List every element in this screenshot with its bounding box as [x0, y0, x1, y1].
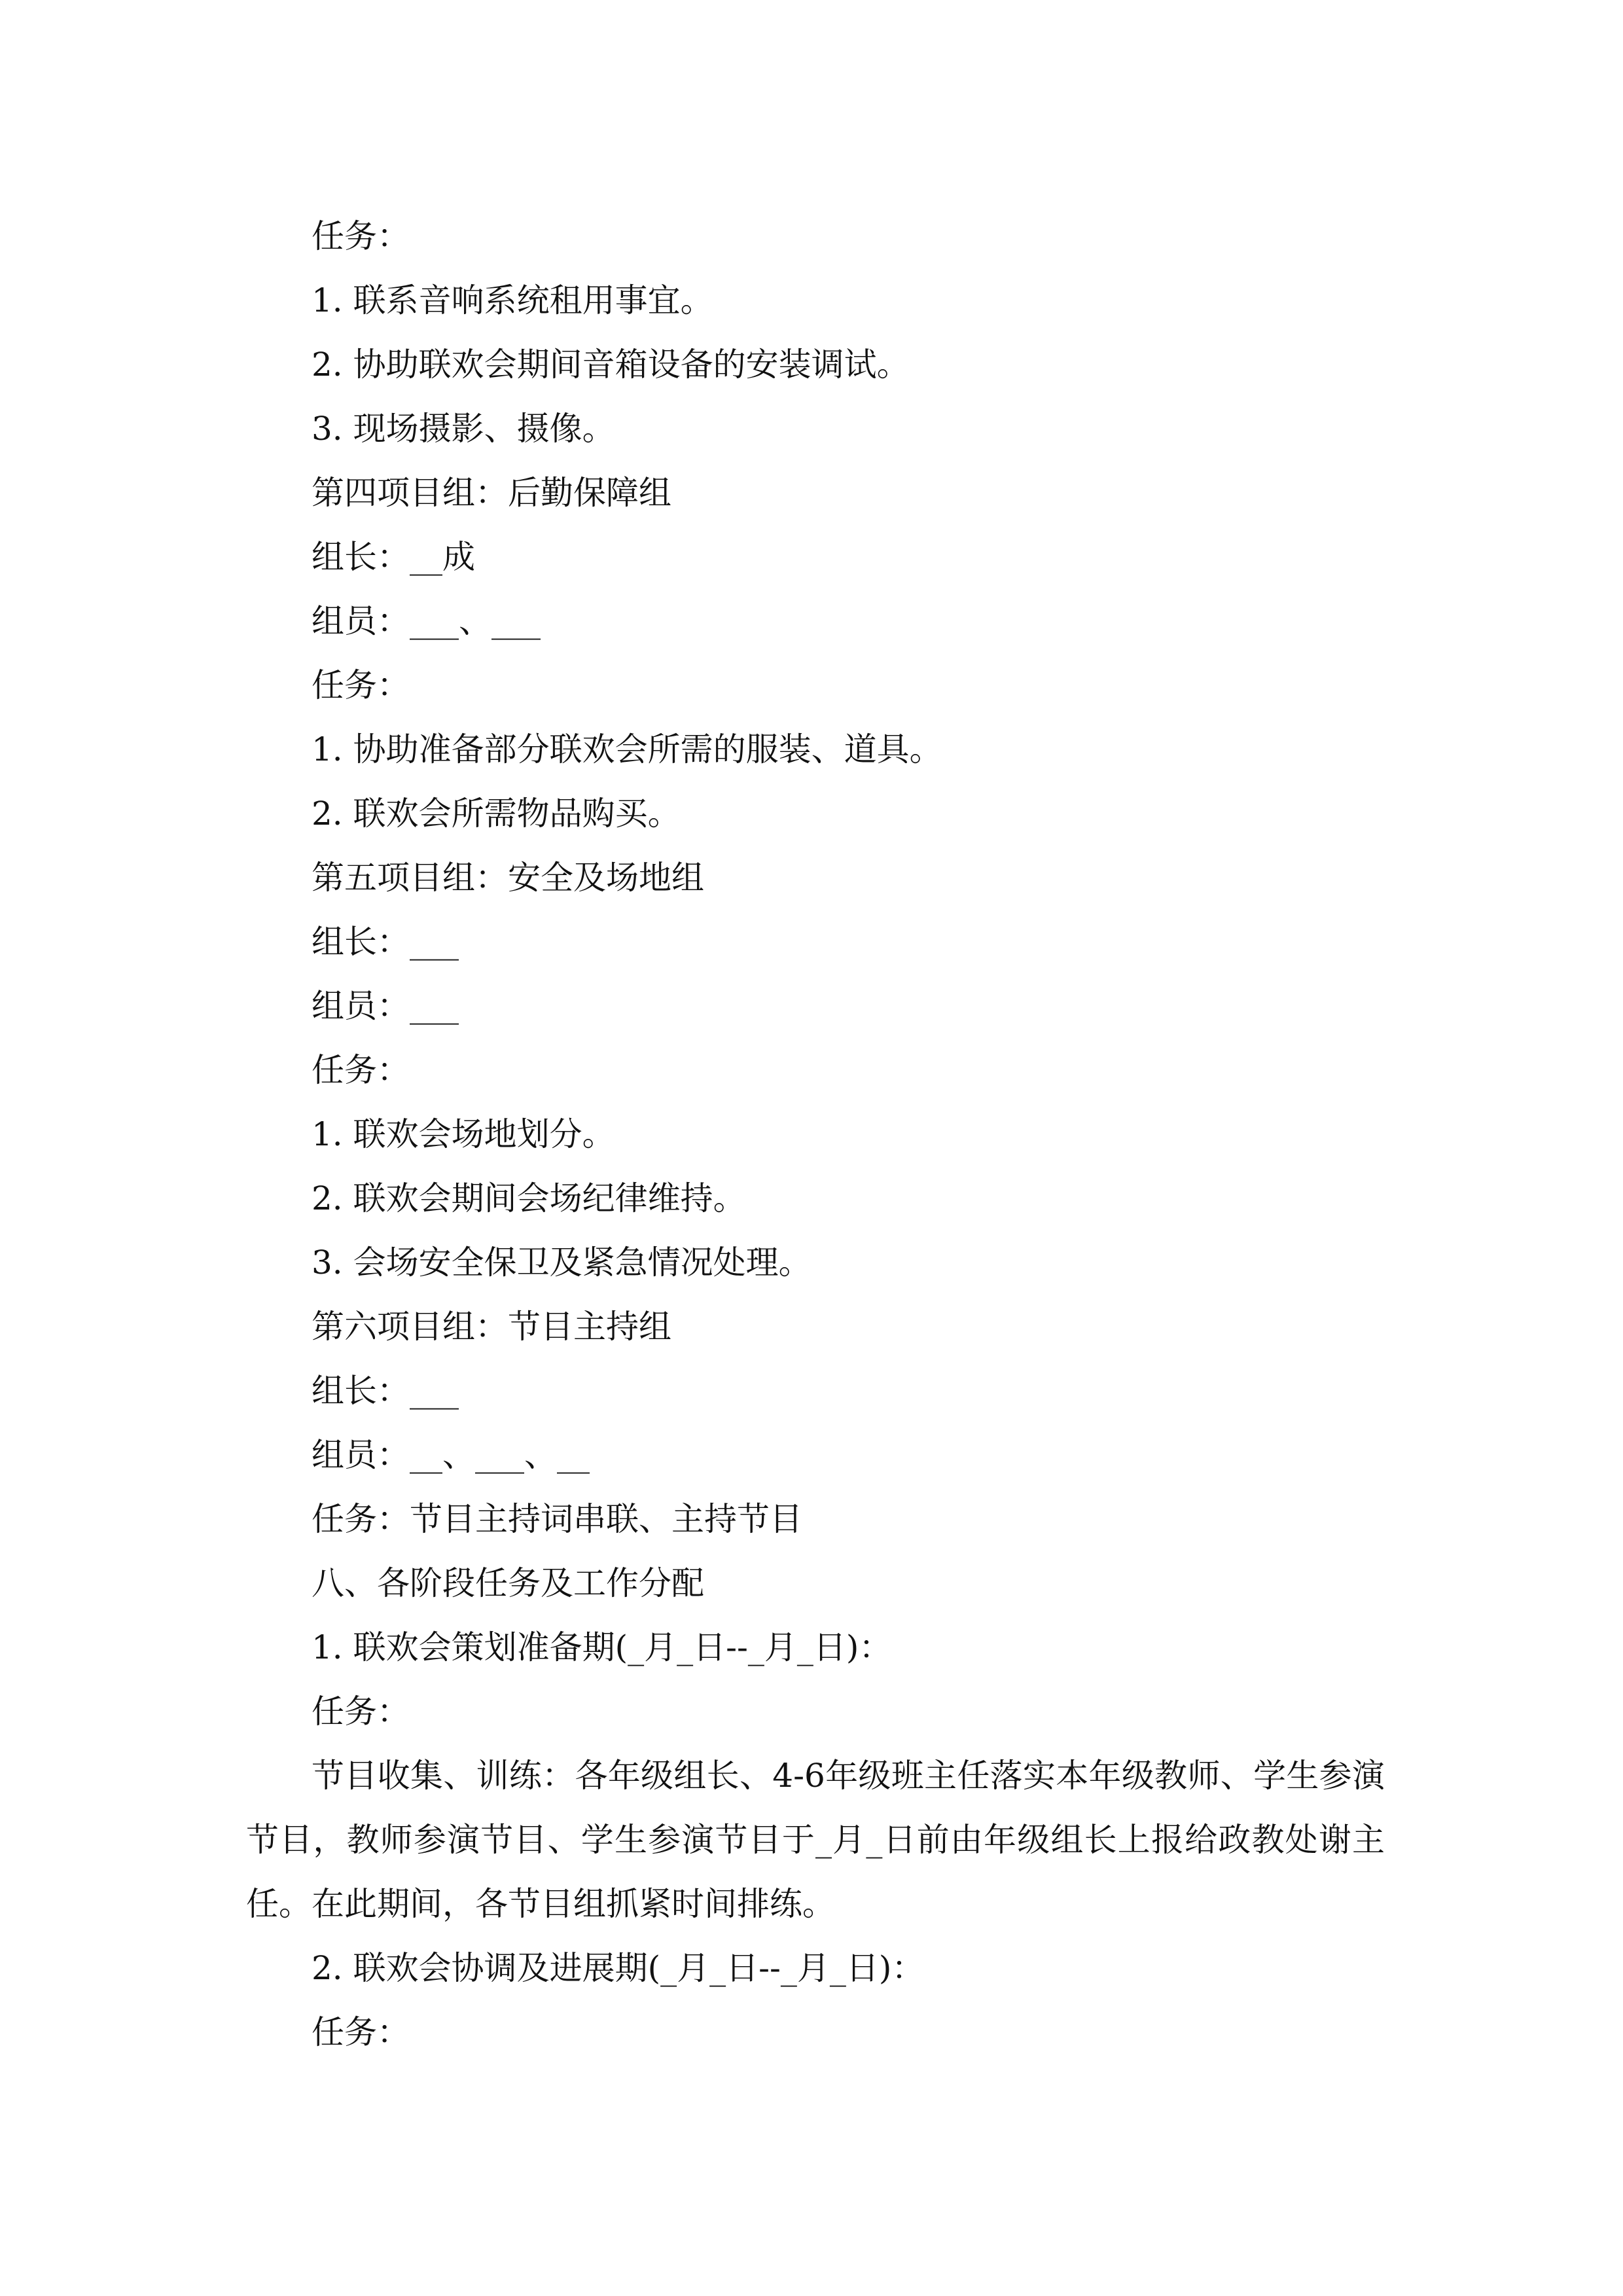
text-line: 组长：___: [312, 1372, 459, 1410]
text-line: 任务：: [312, 2013, 410, 2051]
text-line: 2. 联欢会所需物品购买。: [312, 795, 681, 833]
body-paragraph: 节目收集、训练：各年级组长、4-6年级班主任落实本年级教师、学生参演节目，教师参演节目、学生参演节目于_月_日前由年级组长上报给政教处谢主任。在此期间，各节目组抓紧时间排练。: [246, 1757, 1385, 1923]
text-line: 组长：__成: [312, 538, 475, 576]
section-heading: 第四项目组：后勤保障组: [312, 474, 671, 512]
text-line: 1. 联欢会策划准备期(_月_日--_月_日)：: [312, 1628, 892, 1666]
text-line: 任务：节目主持词串联、主持节目: [312, 1500, 802, 1538]
text-line: 2. 协助联欢会期间音箱设备的安装调试。: [312, 346, 910, 384]
text-line: 任务：: [312, 1693, 410, 1731]
text-line: 2. 联欢会协调及进展期(_月_日--_月_日)：: [312, 1949, 925, 1987]
text-line: 1. 联系音响系统租用事宜。: [312, 281, 713, 319]
text-line: 组员：__、___、__: [312, 1436, 590, 1474]
text-line: 任务：: [312, 217, 410, 255]
text-line: 任务：: [312, 666, 410, 704]
text-line: 3. 现场摄影、摄像。: [312, 410, 615, 448]
text-line: 2. 联欢会期间会场纪律维持。: [312, 1179, 746, 1217]
text-line: 任务：: [312, 1051, 410, 1089]
section-heading: 八、各阶段任务及工作分配: [312, 1564, 704, 1602]
document-body: [246, 204, 1385, 2064]
text-line: 3. 会场安全保卫及紧急情况处理。: [312, 1244, 812, 1282]
text-line: 1. 联欢会场地划分。: [312, 1115, 615, 1153]
text-line: 组员：___: [312, 987, 459, 1025]
text-line: 组长：___: [312, 923, 459, 961]
section-heading: 第六项目组：节目主持组: [312, 1308, 671, 1346]
section-heading: 第五项目组：安全及场地组: [312, 859, 704, 897]
text-line: 1. 协助准备部分联欢会所需的服装、道具。: [312, 730, 942, 768]
text-line: 组员：___、___: [312, 602, 541, 640]
